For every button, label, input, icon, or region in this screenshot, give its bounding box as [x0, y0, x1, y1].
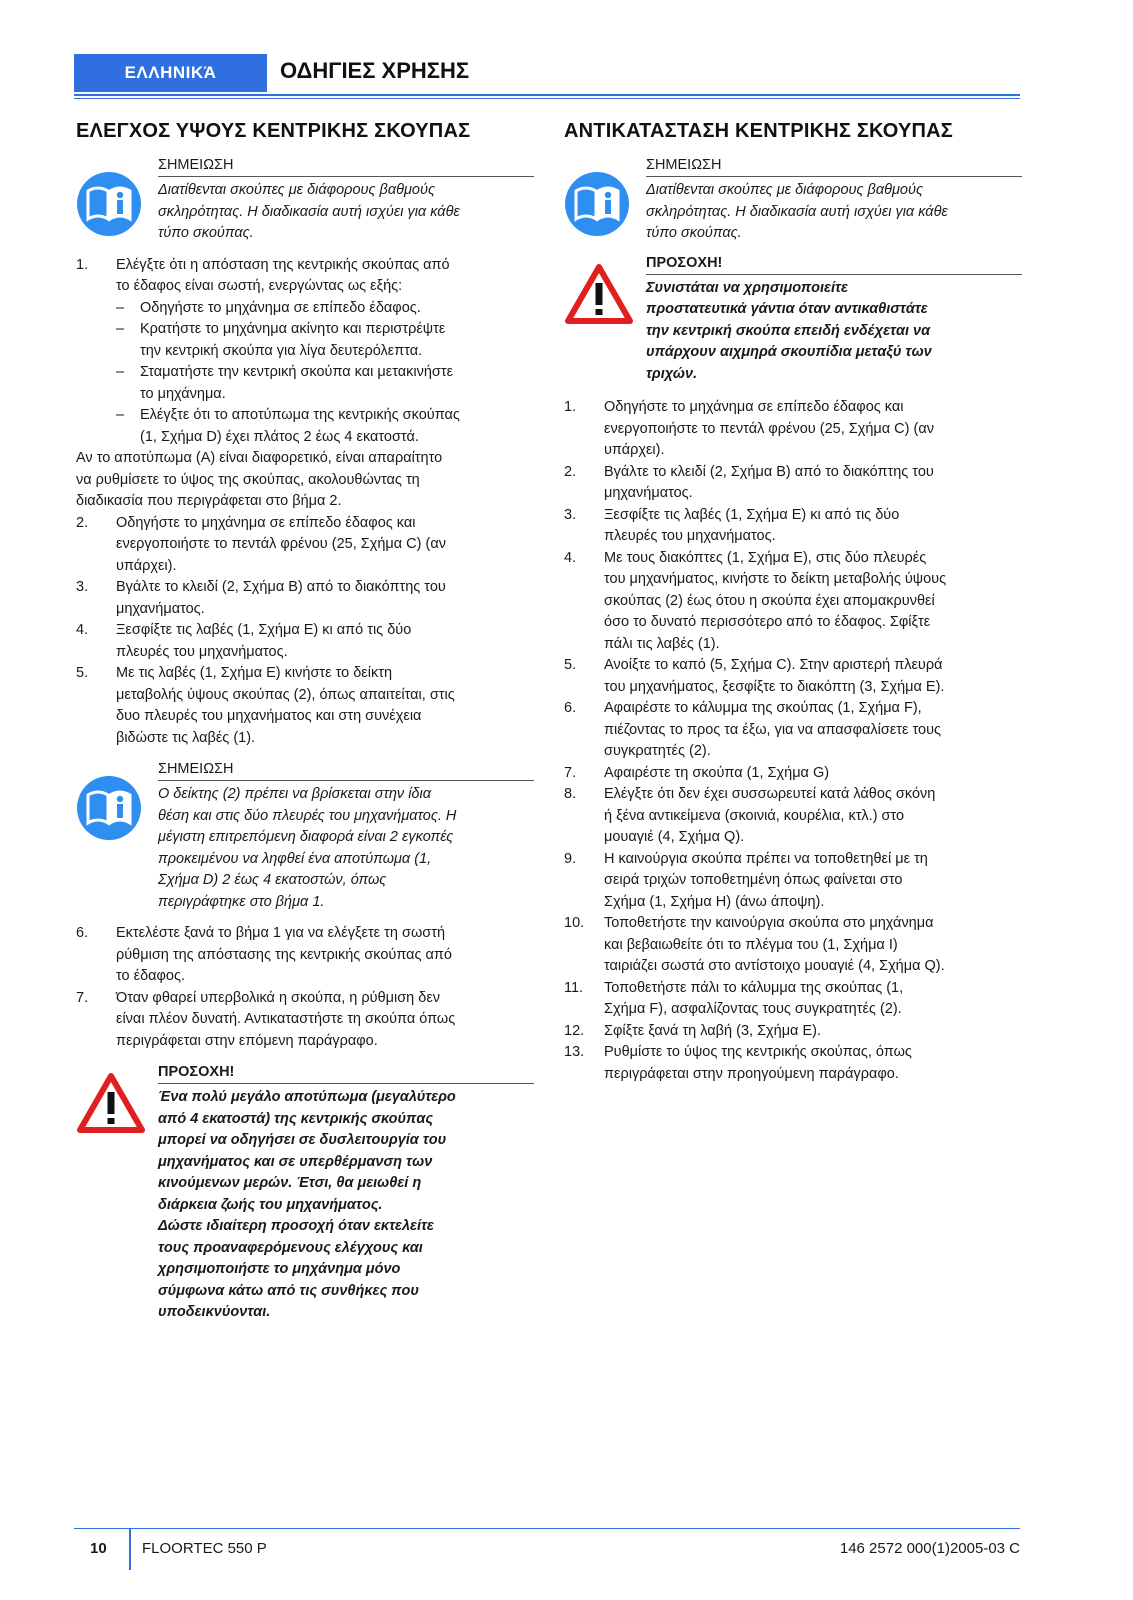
manual-info-icon	[564, 171, 630, 237]
step-item: 6. Αφαιρέστε το κάλυμμα της σκούπας (1, Σχήμα F), πιέζοντας το προς τα έξω, για να απασφαλίσετε τους συγκρατητές (2).	[564, 700, 942, 759]
step-item: 1. Ελέγξτε ότι η απόσταση της κεντρικής σκούπας από το έδαφος είναι σωστή, ενεργώντας ως εξής:	[76, 256, 450, 294]
paragraph: Αν το αποτύπωμα (A) είναι διαφορετικό, είναι απαραίτητο να ρυθμίσετε το ύψος της σκούπας, ακολουθώντας τη διαδικασία που περιγράφεται στο βήμα 2.	[76, 450, 443, 509]
document-number: 146 2572 000(1)2005-03 C	[839, 1540, 1020, 1557]
caution-text: Συνιστάται να χρησιμοποιείτε προστατευτικά γάντια όταν αντικαθιστάτε την κεντρική σκούπα επειδή ενδέχεται να υπάρχουν αιχμηρά σκουπίδια μεταξύ των τριχών.	[646, 279, 932, 382]
note-text: Ο δείκτης (2) πρέπει να βρίσκεται στην ίδια θέση και στις δύο πλευρές του μηχανήματος. Η μέγιστη επιτρεπόμενη διαφορά είναι 2 εγκοπές προκειμένου να ληφθεί ένα αποτύπωμα (1, Σχήμα D) 2 έως 4 εκατοστών, όπως περιγράφτηκε στο βήμα 1.	[158, 786, 457, 910]
right-column	[564, 120, 1022, 1085]
note-label: ΣΗΜΕΙΩΣΗ	[158, 761, 534, 781]
step-item: 3. Ξεσφίξτε τις λαβές (1, Σχήμα E) κι από τις δύο πλευρές του μηχανήματος.	[564, 506, 900, 544]
manual-info-icon	[76, 775, 142, 841]
sub-step: – Ελέγξτε ότι το αποτύπωμα της κεντρικής σκούπας (1, Σχήμα D) έχει πλάτος 2 έως 4 εκατοστά.	[116, 407, 460, 445]
step-item: 8. Ελέγξτε ότι δεν έχει συσσωρευτεί κατά λάθος σκόνη ή ξένα αντικείμενα (σκοινιά, κουρέλια, κτλ.) στο μουαγιέ (4, Σχήμα Q).	[564, 786, 936, 845]
note-box	[76, 761, 534, 913]
language-tab: ΕΛΛΗΝΙΚΆ	[74, 54, 267, 92]
note-box	[76, 157, 534, 245]
caution-box	[564, 255, 1022, 386]
step-item: 6. Εκτελέστε ξανά το βήμα 1 για να ελέγξετε τη σωστή ρύθμιση της απόστασης της κεντρικής σκούπας από το έδαφος.	[76, 925, 452, 984]
step-item: 2. Οδηγήστε το μηχάνημα σε επίπεδο έδαφος και ενεργοποιήστε το πεντάλ φρένου (25, Σχήμα C) (αν υπάρχει).	[76, 514, 446, 574]
caution-text: Ένα πολύ μεγάλο αποτύπωμα (μεγαλύτερο από 4 εκατοστά) της κεντρικής σκούπας μπορεί να οδηγήσει σε δυσλειτουργία του μηχανήματος και σε υπερθέρμανση των κινούμενων μερών. Έτσι, θα μειωθεί η διάρκεια ζωής του μηχανήματος. Δώστε ιδιαίτερη προσοχή όταν εκτελείτε τους προαναφερόμενους ελέγχους και χρησιμοποιήστε το μηχάνημα μόνο σύμφωνα κάτω από τις συνθήκες που υποδεικνύονται.	[158, 1089, 456, 1320]
sub-step: – Σταματήστε την κεντρική σκούπα και μετακινήστε το μηχάνημα.	[116, 364, 454, 402]
header-rule	[74, 94, 1020, 96]
step-item: 4. Ξεσφίξτε τις λαβές (1, Σχήμα E) κι από τις δύο πλευρές του μηχανήματος.	[76, 622, 412, 660]
model-name: FLOORTEC 550 P	[142, 1540, 267, 1557]
section-title-height-check: ΕΛΕΓΧΟΣ ΥΨΟΥΣ ΚΕΝΤΡΙΚΗΣ ΣΚΟΥΠΑΣ	[76, 120, 471, 142]
caution-label: ΠΡΟΣΟΧΗ!	[646, 255, 1022, 275]
warning-triangle-icon	[564, 263, 634, 325]
step-item: 11. Τοποθετήστε πάλι το κάλυμμα της σκούπας (1, Σχήμα F), ασφαλίζοντας τους συγκρατητές (2).	[564, 979, 904, 1017]
sub-step: – Οδηγήστε το μηχάνημα σε επίπεδο έδαφος.	[116, 299, 421, 316]
header-rule-thin	[74, 98, 1020, 99]
step-item: 4. Με τους διακόπτες (1, Σχήμα E), στις δύο πλευρές του μηχανήματος, κινήστε το δείκτη μεταβολής ύψους σκούπας (2) έως ότου η σκούπα έχει απομακρυνθεί όσο το δυνατό περισσότερο από το έδαφος. Σφίξτε πάλι τις λαβές (1).	[564, 549, 947, 652]
step-item: 10. Τοποθετήστε την καινούργια σκούπα στο μηχάνημα και βεβαιωθείτε ότι το πλέγμα του (1, Σχήμα I) ταιριάζει σωστά στο αντίστοιχο μουαγιέ (4, Σχήμα Q).	[564, 915, 945, 974]
page-header	[74, 54, 1020, 92]
step-item: 2. Βγάλτε το κλειδί (2, Σχήμα B) από το διακόπτης του μηχανήματος.	[564, 463, 934, 501]
step-item: 3. Βγάλτε το κλειδί (2, Σχήμα B) από το διακόπτης του μηχανήματος.	[76, 579, 446, 617]
left-column	[76, 120, 534, 1334]
step-item: 9. Η καινούργια σκούπα πρέπει να τοποθετηθεί με τη σειρά τριχών τοποθετημένη όπως φαίνεται στο Σχήμα (1, Σχήμα H) (άνω άποψη).	[564, 850, 928, 910]
manual-info-icon	[76, 171, 142, 237]
note-text: Διατίθενται σκούπες με διάφορους βαθμούς σκληρότητας. Η διαδικασία αυτή ισχύει για κάθε τύπο σκούπας.	[158, 182, 460, 241]
page-number: 10	[90, 1540, 107, 1557]
step-item: 12. Σφίξτε ξανά τη λαβή (3, Σχήμα E).	[564, 1022, 821, 1039]
note-text: Διατίθενται σκούπες με διάφορους βαθμούς σκληρότητας. Η διαδικασία αυτή ισχύει για κάθε τύπο σκούπας.	[646, 182, 948, 241]
footer-rule	[74, 1528, 1020, 1529]
note-label: ΣΗΜΕΙΩΣΗ	[158, 157, 534, 177]
footer-divider	[129, 1528, 131, 1570]
step-item: 5. Με τις λαβές (1, Σχήμα E) κινήστε το δείκτη μεταβολής ύψους σκούπας (2), όπως απαιτείται, στις δυο πλευρές του μηχανήματος και στη συνέχεια βιδώστε τις λαβές (1).	[76, 665, 455, 746]
note-label: ΣΗΜΕΙΩΣΗ	[646, 157, 1022, 177]
note-box	[564, 157, 1022, 245]
step-item: 13. Ρυθμίστε το ύψος της κεντρικής σκούπας, όπως περιγράφεται στην προηγούμενη παράγραφο.	[564, 1044, 912, 1082]
warning-triangle-icon	[76, 1072, 146, 1134]
section-title-brush-replacement: ΑΝΤΙΚΑΤΑΣΤΑΣΗ ΚΕΝΤΡΙΚΗΣ ΣΚΟΥΠΑΣ	[564, 120, 953, 142]
sub-step: – Κρατήστε το μηχάνημα ακίνητο και περιστρέψτε την κεντρική σκούπα για λίγα δευτερόλεπτα.	[116, 321, 446, 359]
step-item: 5. Ανοίξτε το καπό (5, Σχήμα C). Στην αριστερή πλευρά του μηχανήματος, ξεσφίξτε το διακόπτη (3, Σχήμα E).	[564, 657, 945, 695]
document-title: ΟΔΗΓΙΕΣ ΧΡΗΣΗΣ	[280, 58, 470, 83]
caution-label: ΠΡΟΣΟΧΗ!	[158, 1064, 534, 1084]
caution-box	[76, 1064, 534, 1324]
step-item: 1. Οδηγήστε το μηχάνημα σε επίπεδο έδαφος και ενεργοποιήστε το πεντάλ φρένου (25, Σχήμα C) (αν υπάρχει).	[564, 399, 934, 458]
step-item: 7. Όταν φθαρεί υπερβολικά η σκούπα, η ρύθμιση δεν είναι πλέον δυνατή. Αντικαταστήστε τη σκούπα όπως περιγράφεται στην επόμενη παράγραφο.	[76, 989, 456, 1049]
step-item: 7. Αφαιρέστε τη σκούπα (1, Σχήμα G)	[564, 764, 830, 781]
